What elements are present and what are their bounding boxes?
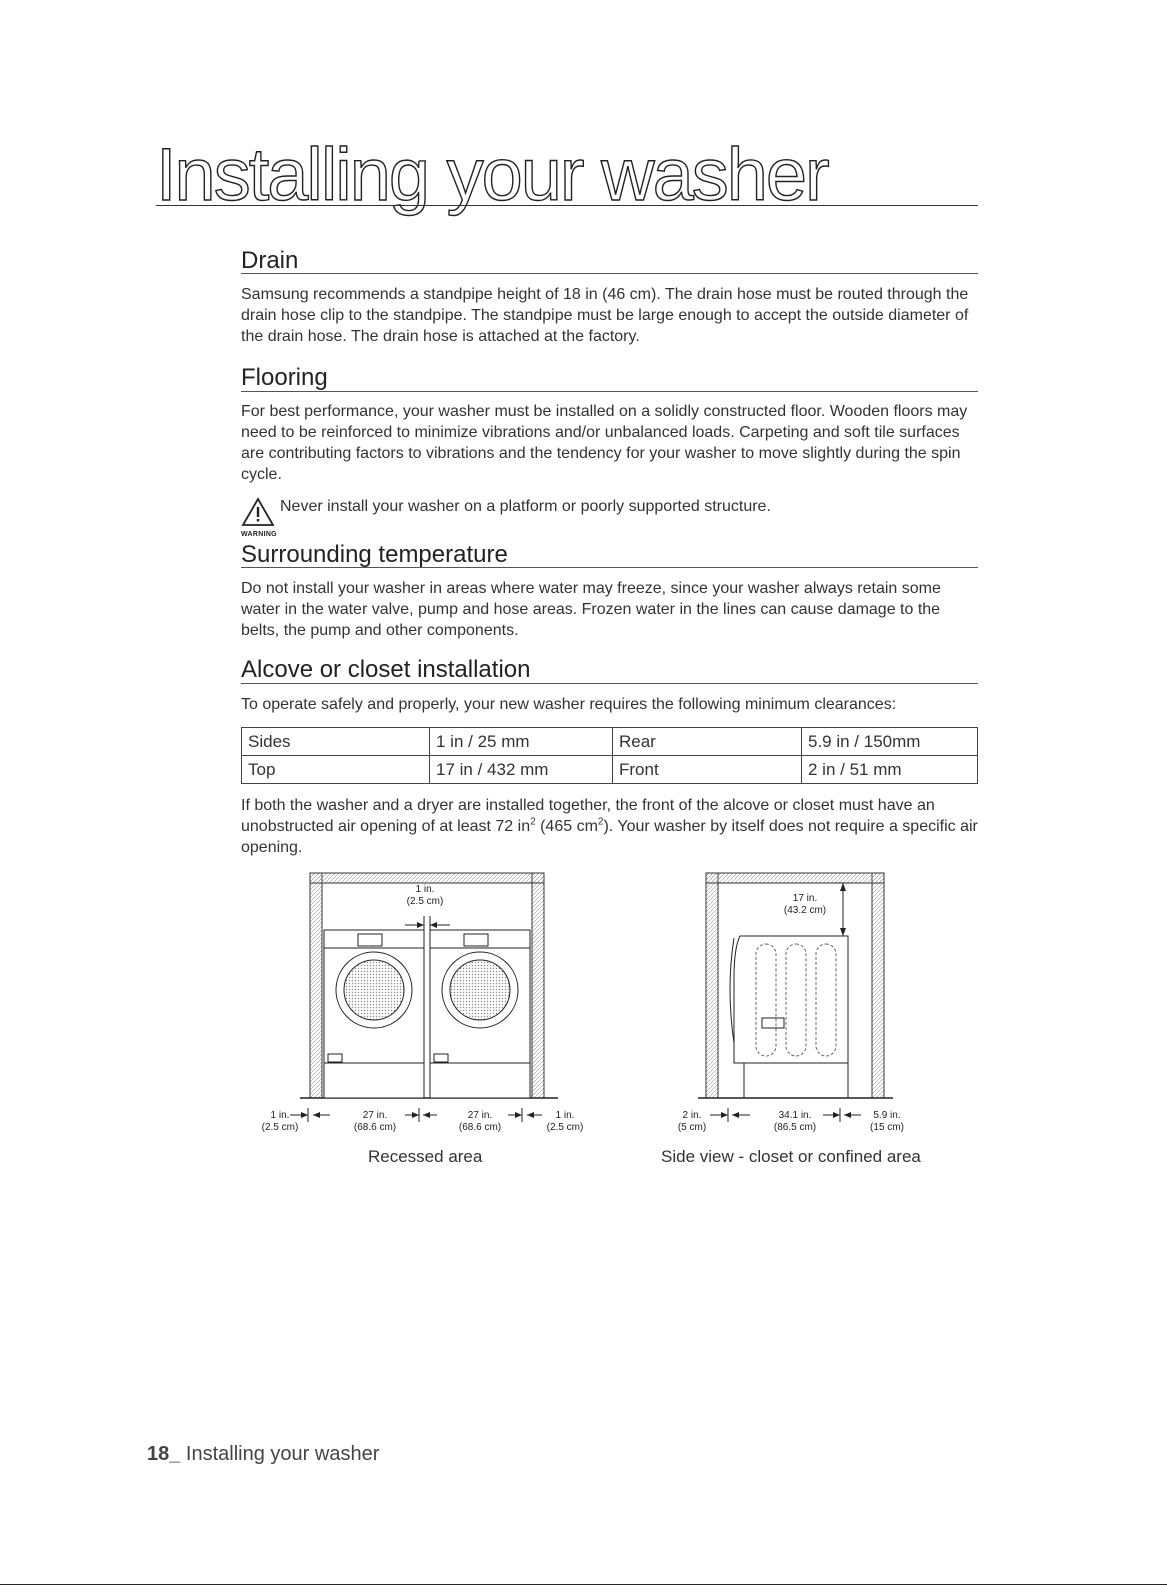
bottom-rule [0, 1584, 1167, 1585]
dimension-label: 2 in. (5 cm) [677, 1110, 707, 1133]
dimension-label: 5.9 in. (15 cm) [870, 1110, 904, 1133]
section-heading-alcove: Alcove or closet installation [241, 656, 531, 683]
table-cell: 1 in / 25 mm [430, 728, 613, 756]
dimension-arrows [290, 1108, 580, 1122]
dimension-arrows [705, 1108, 880, 1122]
table-cell: Sides [242, 728, 430, 756]
dimension-label: 1 in. (2.5 cm) [261, 1110, 299, 1133]
section-rule [241, 391, 978, 392]
alcove-intro: To operate safely and properly, your new washer requires the following minimum clearances: [241, 696, 897, 713]
dimension-label: 27 in. (68.6 cm) [353, 1110, 397, 1133]
temperature-paragraph: Do not install your washer in areas where water may freeze, since your washer always retain some water in the water valve, pump and hose areas. Frozen water in the lines can cause damage to the belts, the pump and other components. [241, 580, 941, 639]
table-cell: 17 in / 432 mm [430, 756, 613, 784]
table-cell: Rear [613, 728, 802, 756]
footer-text: Installing your washer [180, 1443, 380, 1465]
warning-text: Never install your washer on a platform or poorly supported structure. [280, 498, 771, 515]
section-rule [241, 567, 978, 568]
flooring-paragraph: For best performance, your washer must be installed on a solidly constructed floor. Wooden floors may need to be reinforced to minimize vibrations and/or unbalanced loads. Carpeting and soft tile surfaces are contributing factors to vibrations and the tendency for your washer to move slightly during the spin cycle. [241, 403, 968, 483]
section-heading-drain: Drain [241, 247, 299, 274]
figure-caption: Side view - closet or confined area [661, 1147, 921, 1166]
table-cell: 2 in / 51 mm [802, 756, 978, 784]
dimension-label: 17 in. (43.2 cm) [783, 893, 827, 916]
table-cell: 5.9 in / 150mm [802, 728, 978, 756]
dimension-label: 1 in. (2.5 cm) [546, 1110, 584, 1133]
dimension-label: 27 in. (68.6 cm) [458, 1110, 502, 1133]
page-number: 18_ [147, 1443, 181, 1465]
section-heading-temperature: Surrounding temperature [241, 541, 508, 568]
clearance-table [241, 727, 978, 784]
warning-label-text: WARNING [241, 531, 277, 538]
table-cell: Front [613, 756, 802, 784]
dimension-label: 34.1 in. (86.5 cm) [773, 1110, 817, 1133]
table-cell: Top [242, 756, 430, 784]
page-title: Installing your washer [156, 133, 828, 216]
table-row [242, 728, 978, 756]
drain-paragraph: Samsung recommends a standpipe height of 18 in (46 cm). The drain hose must be routed through the drain hose clip to the standpipe. The standpipe must be large enough to accept the outside diameter of the drain hose. The drain hose is attached at the factory. [241, 286, 969, 345]
warning-triangle-icon [241, 497, 275, 532]
section-heading-flooring: Flooring [241, 364, 328, 391]
figure-caption: Recessed area [368, 1147, 483, 1166]
table-row [242, 756, 978, 784]
title-rule [156, 205, 978, 206]
dimension-label: 1 in. (2.5 cm) [406, 884, 444, 907]
page-footer [147, 1443, 379, 1466]
section-rule [241, 273, 978, 274]
air-opening-note: If both the washer and a dryer are installed together, the front of the alcove or closet must have an unobstructed air opening of at least 72 $in^2$ (465 $cm^2$). Your washer by itself does not require a specific air opening. [241, 797, 978, 856]
section-rule [241, 683, 978, 684]
